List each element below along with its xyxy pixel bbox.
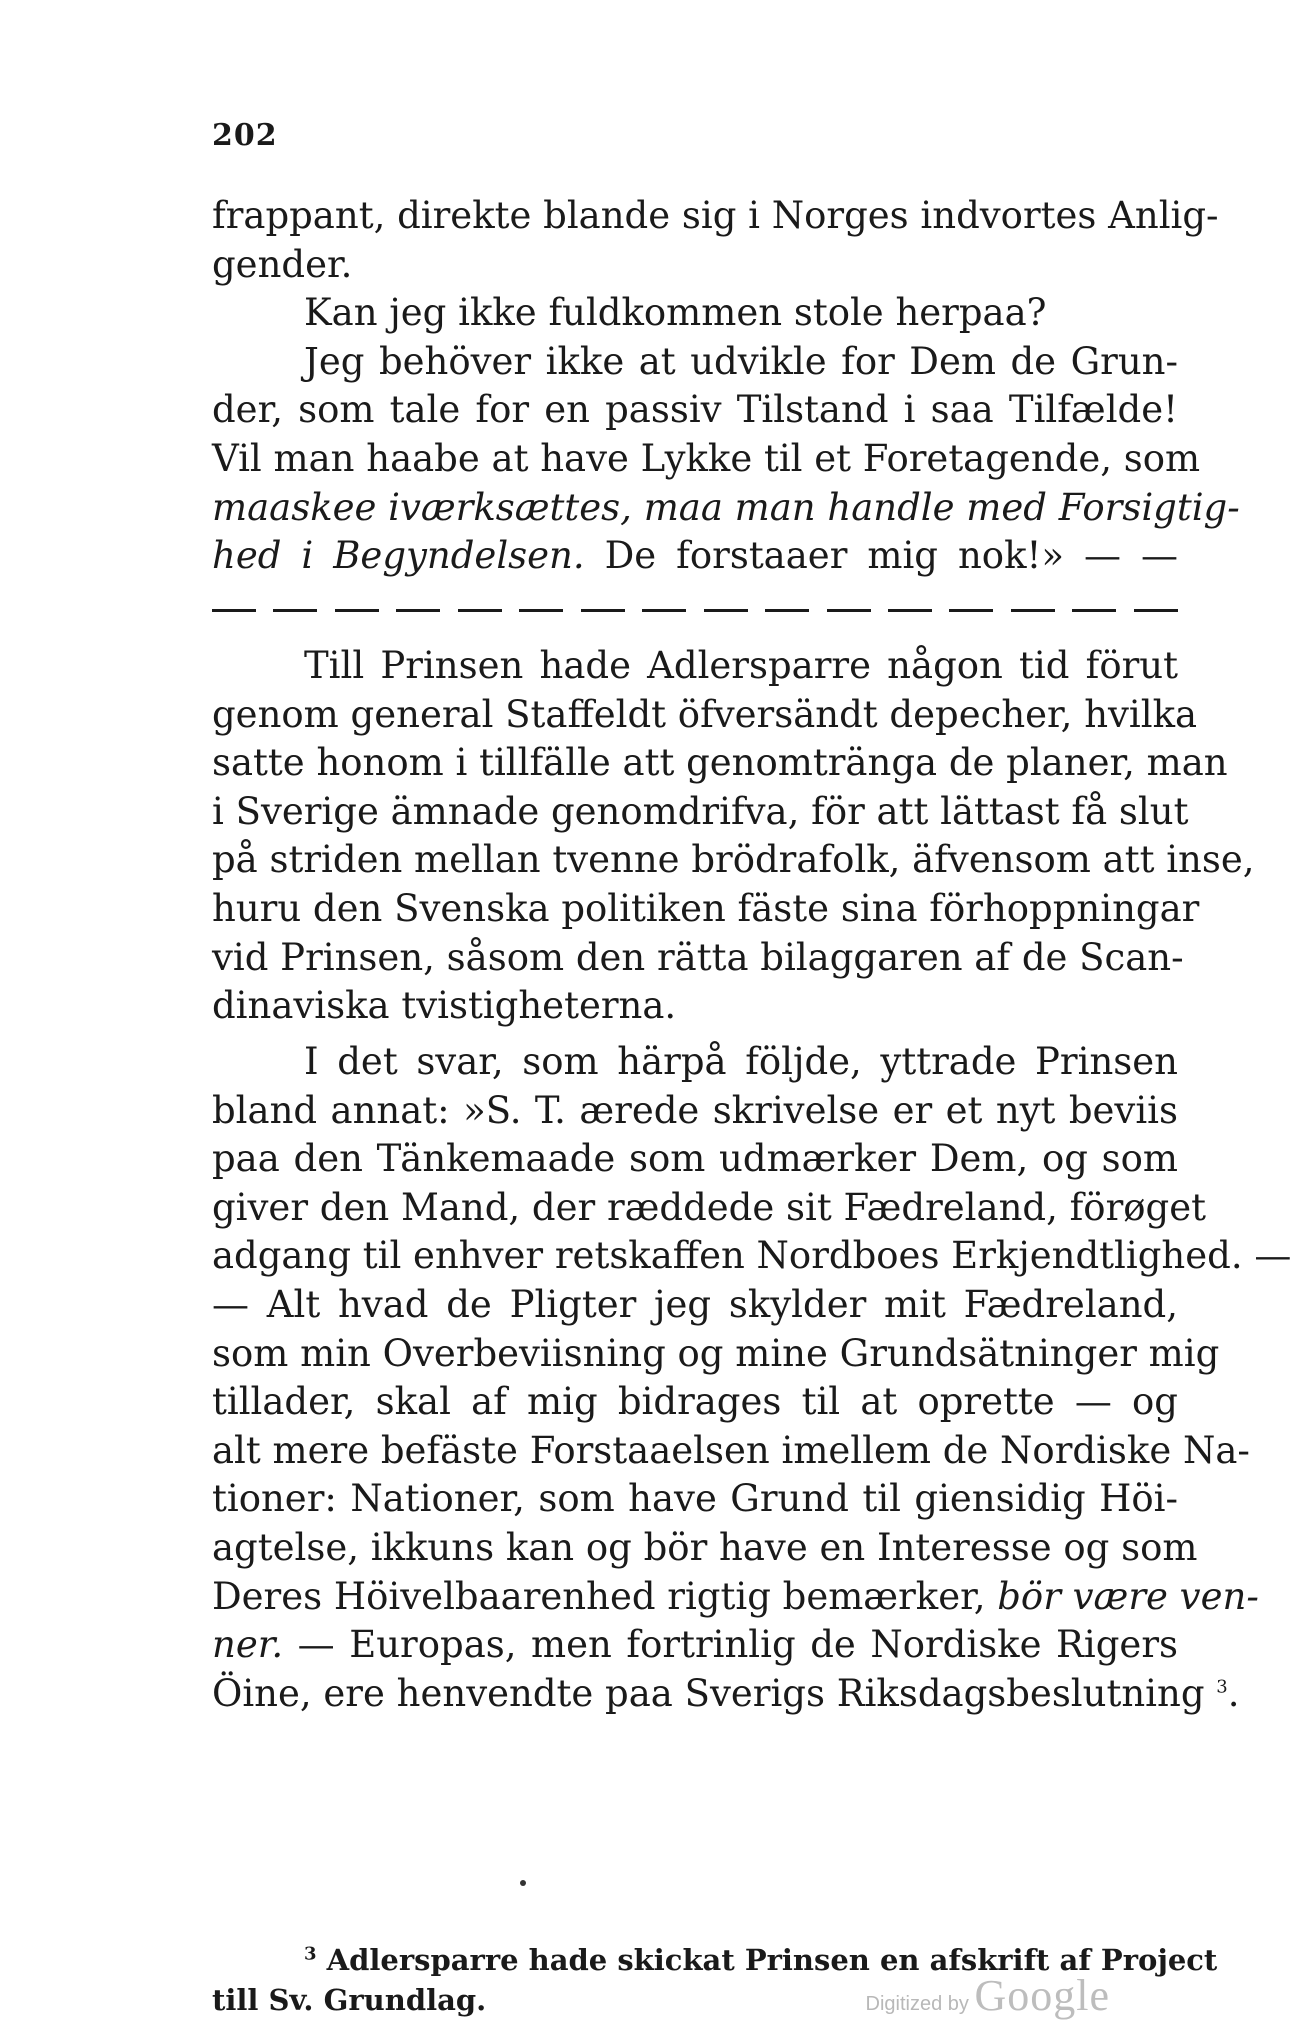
text-line [212, 532, 1178, 581]
text-line: dinaviska tvistigheterna. [212, 984, 677, 1028]
separator-dash [335, 609, 379, 612]
separator-dash [519, 609, 563, 612]
text-run: De forstaaer mig nok!» — — [584, 534, 1178, 578]
text-line: gender. [212, 242, 353, 286]
separator-dash [581, 609, 625, 612]
separator-dash [1072, 609, 1116, 612]
text-line: vid Prinsen, såsom den rätta bilaggaren af de Scan- [212, 935, 1184, 979]
separator-dash [949, 609, 993, 612]
separator-dash [396, 609, 440, 612]
google-logo: Google [974, 1971, 1110, 2020]
text-line: tillader, skal af mig bidrages til at oprette — og [212, 1380, 1178, 1424]
separator-dash [212, 609, 256, 612]
italic-run: ner. [212, 1623, 284, 1667]
text-line: Kan jeg ikke fuldkommen stole herpaa? [304, 291, 1047, 335]
separator-dash [765, 609, 809, 612]
text-line: tioner: Nationer, som have Grund til giensidig Höi- [212, 1477, 1178, 1521]
separator-dash [1134, 609, 1178, 612]
text-line: der, som tale for en passiv Tilstand i saa Tilfælde! [212, 388, 1178, 432]
text-line: frappant, direkte blande sig i Norges indvortes Anlig- [212, 194, 1219, 237]
text-block-top [212, 192, 1240, 581]
text-line: i Sverige ämnade genomdrifva, för att lättast få slut [212, 789, 1189, 833]
text-line: som min Overbeviisning og mine Grundsätninger mig [212, 1331, 1220, 1375]
page-number: 202 [212, 118, 278, 153]
text-line: huru den Svenska politiken fäste sina förhoppningar [212, 886, 1200, 930]
text-block-middle [212, 642, 1255, 1031]
text-line [212, 1670, 1240, 1719]
text-run: Öine, ere henvendte paa Sverigs Riksdagsbeslutning [212, 1671, 1205, 1715]
watermark-prefix: Digitized by [865, 1993, 969, 2015]
text-line: satte honom i tillfälle att genomtränga de planer, man [212, 741, 1228, 785]
text-run: — Europas, men fortrinlig de Nordiske Rigers [283, 1623, 1178, 1667]
footnote-mark: 3 [304, 1943, 317, 1965]
footnote-line: till Sv. Grundlag. [212, 1983, 487, 2017]
separator-dash [827, 609, 871, 612]
text-line [212, 1573, 1259, 1622]
text-line: Till Prinsen hade Adlersparre någon tid förut [304, 644, 1178, 687]
text-line: agtelse, ikkuns kan og bör have en Interesse og som [212, 1525, 1198, 1569]
text-line: Jeg behöver ikke at udvikle for Dem de Grun- [304, 339, 1178, 383]
text-line: — Alt hvad de Pligter jeg skylder mit Fædreland, [212, 1282, 1178, 1326]
text-run: Deres Höivelbaarenhed rigtig bemærker, [212, 1574, 998, 1618]
separator-dash [1011, 609, 1055, 612]
text-line: paa den Tänkemaade som udmærker Dem, og som [212, 1137, 1178, 1181]
text-line: på striden mellan tvenne brödrafolk, äfvensom att inse, [212, 838, 1255, 882]
text-line-italic: maaskee iværksættes, maa man handle med Forsigtig- [212, 485, 1240, 529]
text-line: adgang til enhver retskaffen Nordboes Erkjendtlighed. — [212, 1234, 1292, 1278]
print-speck [520, 1880, 526, 1886]
italic-run: hed i Begyndelsen. [212, 534, 585, 578]
text-line: genom general Staffeldt öfversändt depecher, hvilka [212, 692, 1198, 736]
text-line: giver den Mand, der ræddede sit Fædreland, förøget [212, 1185, 1206, 1229]
text-line: I det svar, som härpå följde, yttrade Prinsen [304, 1040, 1178, 1083]
text-line [212, 1621, 1178, 1670]
italic-run: bör være ven- [997, 1574, 1259, 1618]
footnote-reference: 3 [1216, 1676, 1228, 1698]
separator-dash [704, 609, 748, 612]
text-line: bland annat: »S. T. ærede skrivelse er et nyt beviis [212, 1088, 1178, 1132]
text-line: Vil man haabe at have Lykke til et Foretagende, som [212, 436, 1201, 480]
text-line: alt mere befäste Forstaaelsen imellem de Nordiske Na- [212, 1428, 1250, 1472]
digitized-watermark [866, 1970, 1110, 2021]
separator-dash [888, 609, 932, 612]
separator-dash [642, 609, 686, 612]
separator-dash [458, 609, 502, 612]
text-run: . [1227, 1671, 1240, 1715]
text-block-bottom [212, 1038, 1292, 1718]
dash-separator [212, 604, 1178, 616]
separator-dash [273, 609, 317, 612]
footnote-text: Adlersparre hade skickat Prinsen en afskrift af Project [316, 1943, 1218, 1977]
